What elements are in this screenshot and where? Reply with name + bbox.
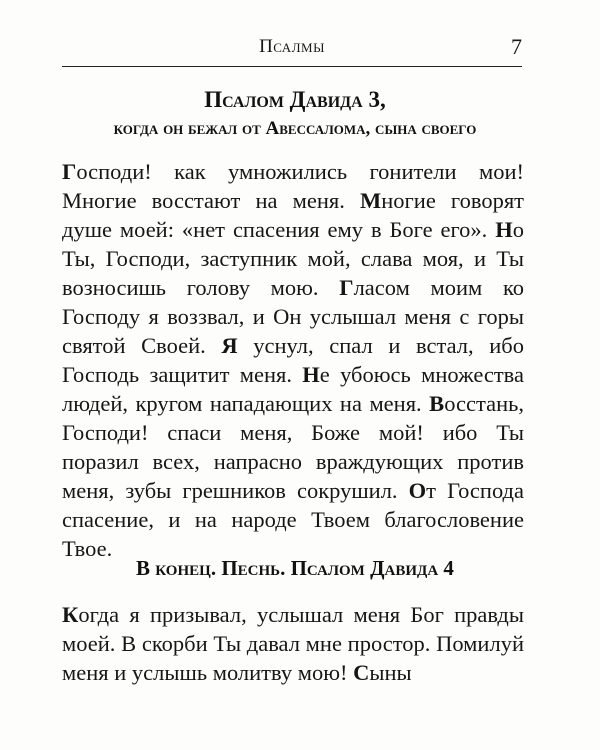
verse-initial: Г bbox=[62, 159, 77, 184]
running-header bbox=[62, 34, 522, 64]
verse-text: уснул, спал и встал, ибо Господь защитит меня. bbox=[62, 333, 524, 387]
verse bbox=[62, 602, 524, 685]
verse-text: ногие говорят душе моей: «нет спасения ему в Боге его». bbox=[62, 188, 525, 242]
verse-text: е убоюсь множества людей, кругом нападающих на меня. bbox=[62, 362, 524, 416]
verse-initial: С bbox=[353, 660, 370, 685]
verse-text: осподи! как умножились гонители мои! Многие восстают на меня. bbox=[62, 159, 524, 213]
verse-initial: К bbox=[62, 602, 79, 627]
verse-initial: О bbox=[408, 478, 427, 503]
verse-text: осстань, Господи! спаси меня, Боже мой! ибо Ты поразил всех, напрасно враждующих против меня, зубы грешников сокрушил. bbox=[62, 391, 524, 503]
psalm-3-title: Псалом Давида 3, bbox=[204, 87, 386, 112]
psalm-3-text bbox=[62, 157, 524, 563]
verse bbox=[353, 660, 412, 685]
running-title: Псалмы bbox=[259, 36, 325, 57]
verse-text: т Господа спасение, и на народе Твоем благословение Твое. bbox=[62, 478, 524, 561]
verse-initial: М bbox=[360, 188, 382, 213]
verse-text: ласом моим ко Господу я воззвал, и Он услышал меня с горы святой Своей. bbox=[62, 275, 525, 358]
header-rule bbox=[62, 66, 522, 67]
verse-initial: Г bbox=[339, 275, 354, 300]
verse-initial: В bbox=[429, 391, 445, 416]
verse-initial: Н bbox=[495, 217, 513, 242]
psalm-4-text bbox=[62, 600, 524, 687]
psalm-3-subtitle: когда он бежал от Авессалома, сына своего bbox=[113, 118, 477, 139]
verse-text: огда я призывал, услышал меня Бог правды моей. В скорби Ты давал мне простор. Помилуй меня и услышь молитву мою! bbox=[62, 602, 524, 685]
verse-text: ыны bbox=[369, 660, 412, 685]
verse-text: о Ты, Господи, заступник мой, слава моя, и Ты возносишь голову мою. bbox=[62, 217, 524, 300]
psalm-4-title: В конец. Песнь. Псалом Давида 4 bbox=[136, 556, 454, 580]
verse-initial: Н bbox=[302, 362, 320, 387]
page-number: 7 bbox=[511, 34, 522, 59]
verse-initial: Я bbox=[221, 333, 238, 358]
